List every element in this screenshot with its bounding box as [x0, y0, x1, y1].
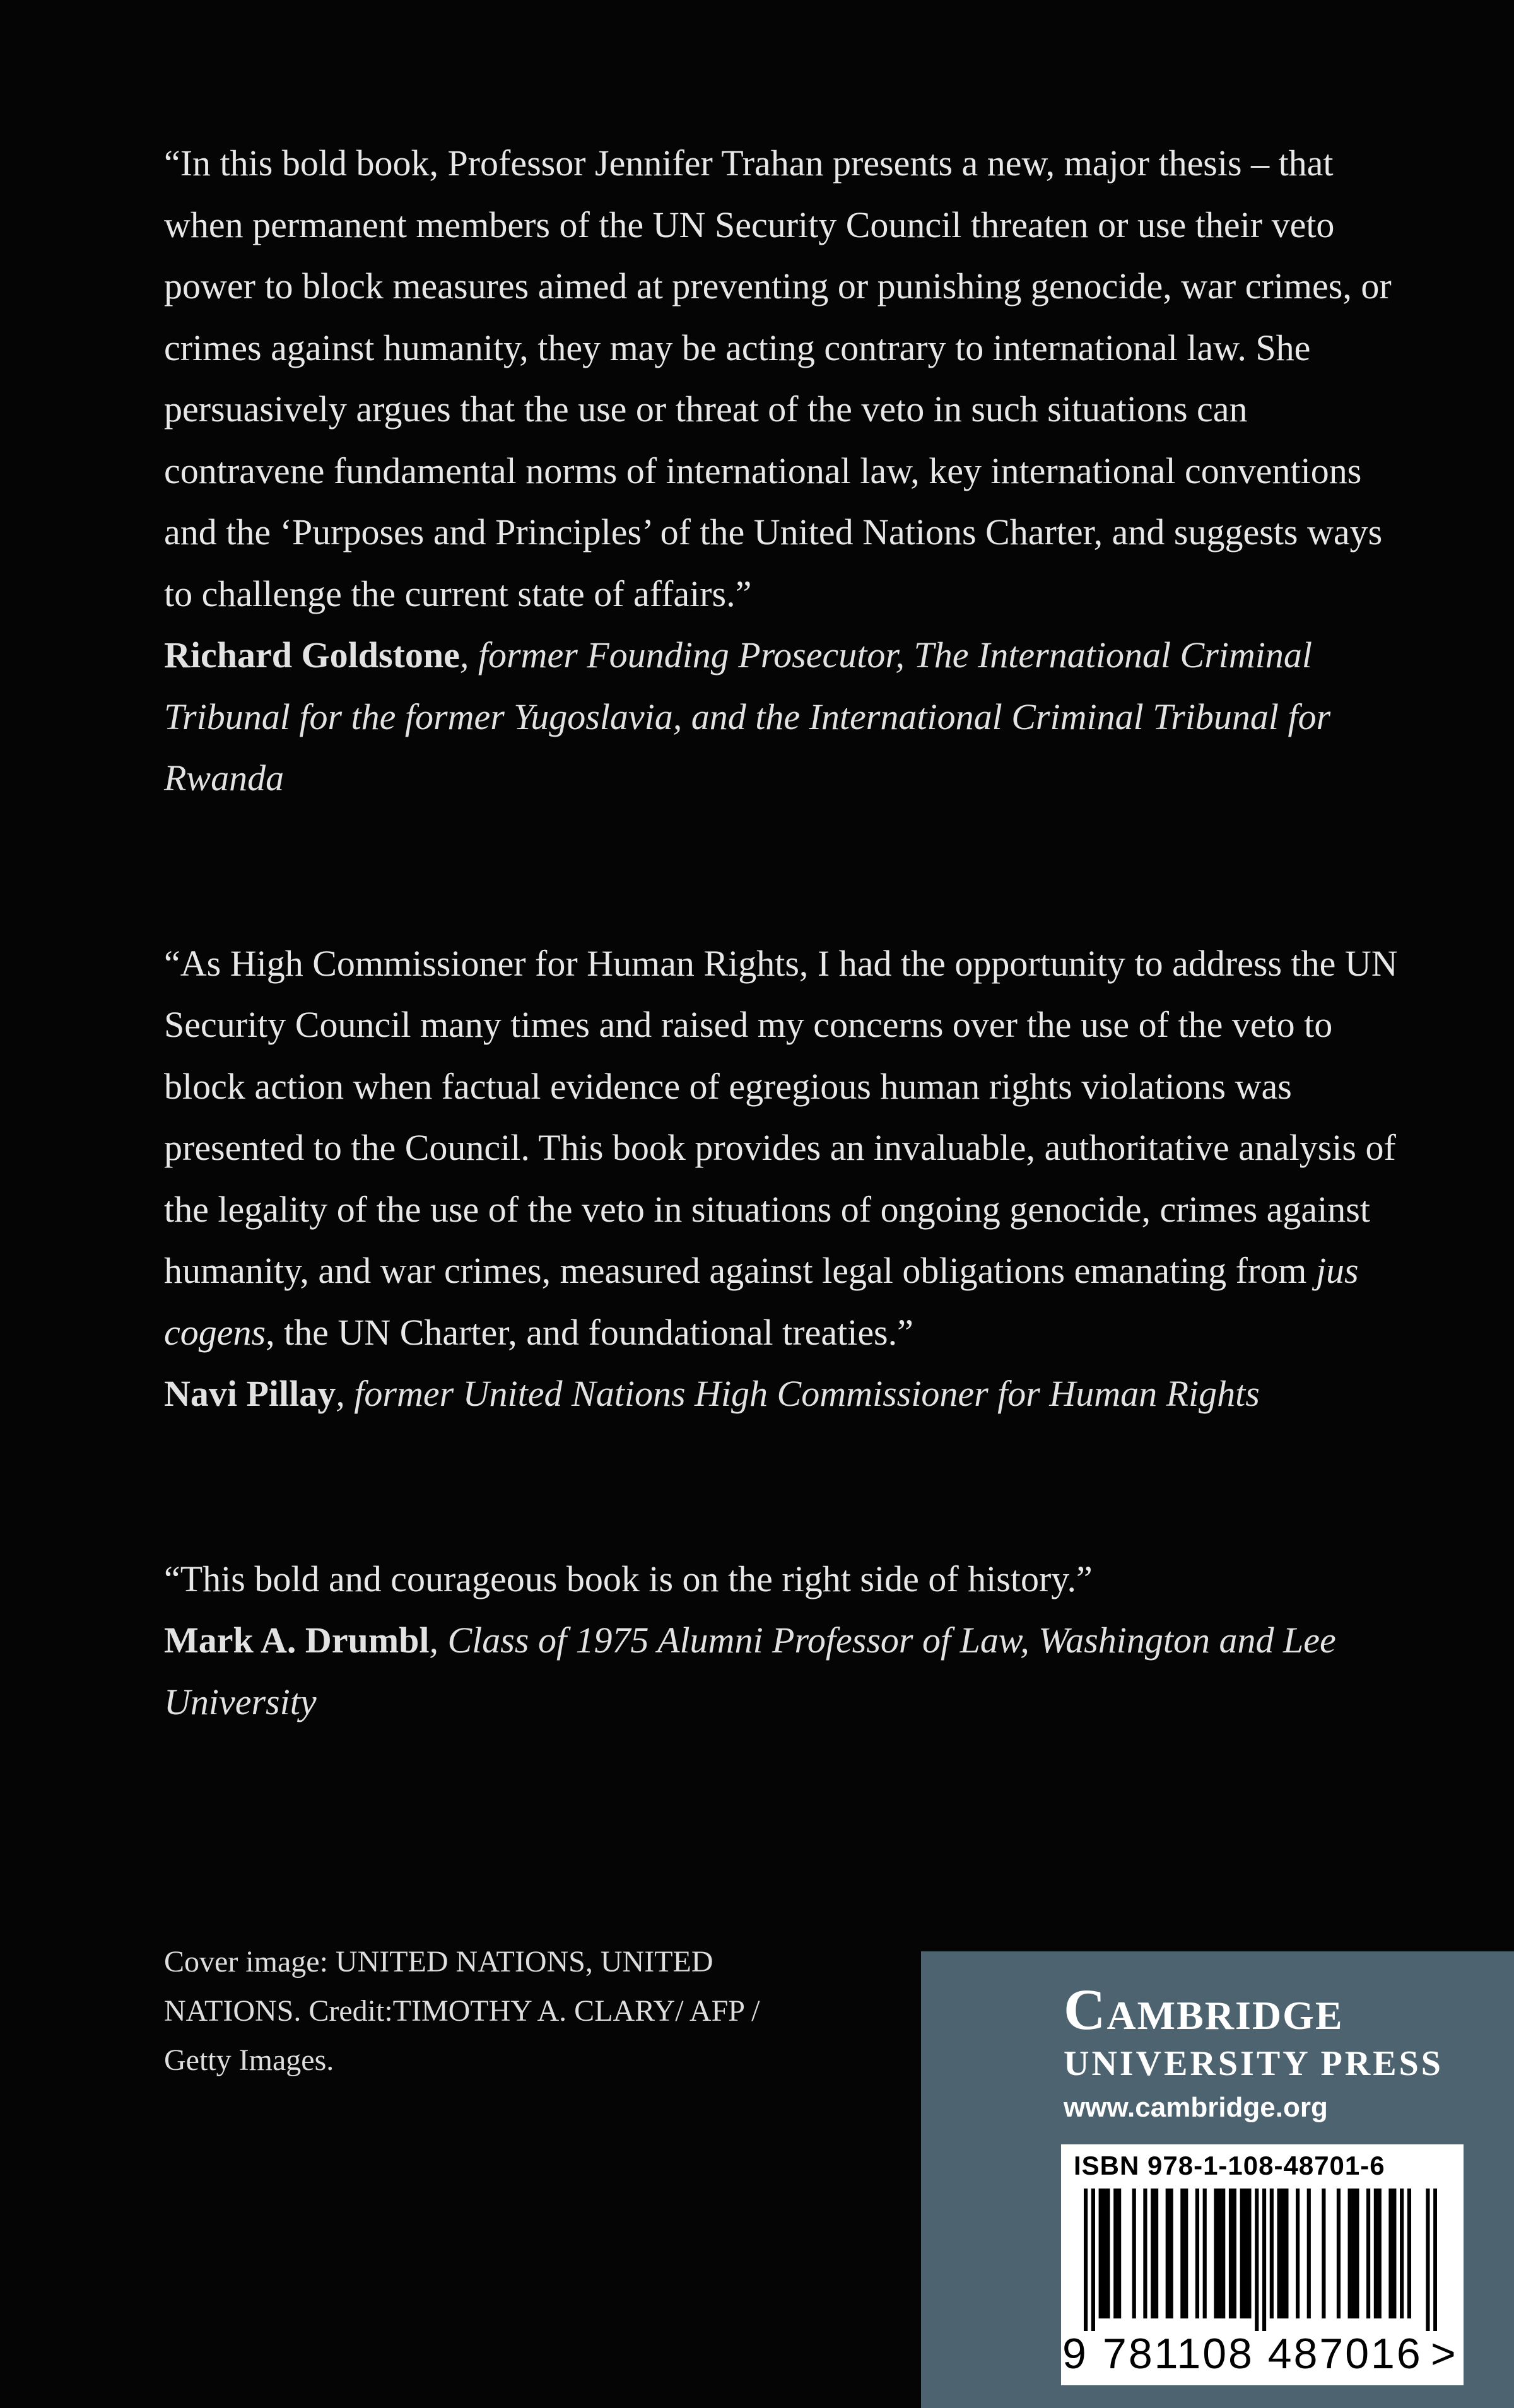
barcode-bar — [1426, 2189, 1429, 2331]
barcode-bar — [1240, 2189, 1244, 2318]
barcode-bar — [1307, 2189, 1311, 2318]
barcode-bar — [1392, 2189, 1396, 2318]
barcode-bar — [1277, 2189, 1281, 2318]
barcode-bar — [1355, 2189, 1359, 2318]
barcode-icon — [1084, 2189, 1437, 2331]
isbn-digit-groups: 781108 487016 — [1103, 2330, 1423, 2378]
endorser-name: Navi Pillay — [164, 1373, 336, 1414]
barcode-bar — [1170, 2189, 1173, 2318]
publisher-url: www.cambridge.org — [1064, 2092, 1328, 2123]
barcode-bar — [1284, 2189, 1288, 2318]
barcode-bar — [1214, 2189, 1218, 2318]
publisher-subtitle: UNIVERSITY PRESS — [1064, 2044, 1443, 2083]
barcode-bar — [1132, 2189, 1136, 2318]
barcode-bar — [1099, 2189, 1103, 2318]
barcode-bar — [1337, 2189, 1341, 2318]
barcode-bar — [1281, 2189, 1284, 2318]
barcode-bar — [1378, 2189, 1382, 2318]
barcode-bar — [1143, 2189, 1147, 2318]
barcode-bar — [1296, 2189, 1300, 2318]
barcode-bar — [1084, 2189, 1088, 2331]
isbn-arrow: > — [1431, 2330, 1456, 2378]
barcode-bar — [1433, 2189, 1437, 2331]
barcode-bar — [1195, 2189, 1199, 2318]
endorser-role: , former United Nations High Commissioner for Human Rights — [336, 1373, 1260, 1414]
endorser-name: Richard Goldstone — [164, 634, 460, 675]
barcode-bar — [1154, 2189, 1158, 2318]
quote-italic-term: jus cogens — [164, 1250, 1359, 1353]
barcode-bar — [1262, 2189, 1266, 2331]
barcode-bar — [1102, 2189, 1106, 2318]
barcode-bar — [1113, 2189, 1117, 2318]
endorsement-attribution — [164, 624, 1400, 809]
isbn-label: ISBN 978-1-108-48701-6 — [1074, 2151, 1385, 2180]
barcode-bar — [1221, 2189, 1225, 2318]
endorsement-attribution — [164, 1610, 1400, 1733]
quote-text: “As High Commissioner for Human Rights, I had the opportunity to address the UN Security Council many times and raised my concerns over the use of the veto to block action when factual evidence of egregious human rights violations was presented to the Council. This book provides an invaluable, authoritative analysis of the legality of the use of the veto in situations of ongoing genocide, crimes against humanity, and war crimes, measured against legal obligations emanating from — [164, 942, 1398, 1291]
endorsement-quote — [164, 933, 1400, 1364]
barcode-bar — [1348, 2189, 1352, 2318]
endorsement-pillay — [164, 933, 1400, 1425]
cover-image-credit: Cover image: UNITED NATIONS, UNITED NATIONS. Credit:TIMOTHY A. CLARY/ AFP / Getty Images. — [164, 1945, 760, 2077]
barcode-bar — [1218, 2189, 1221, 2318]
publisher-name: Cambridge — [1064, 1977, 1344, 2042]
barcode-bar — [1400, 2189, 1404, 2318]
barcode-bar — [1151, 2189, 1154, 2318]
barcode-bar — [1351, 2189, 1355, 2318]
barcode-bar — [1106, 2189, 1110, 2318]
barcode-bar — [1184, 2189, 1188, 2318]
barcode-bar — [1091, 2189, 1095, 2331]
barcode-bar — [1233, 2189, 1236, 2318]
isbn-barcode-box — [1061, 2144, 1464, 2385]
barcode-bar — [1247, 2189, 1251, 2318]
quote-text: , the UN Charter, and foundational treaties.” — [266, 1311, 913, 1353]
endorser-name: Mark A. Drumbl — [164, 1620, 430, 1661]
endorsement-attribution — [164, 1363, 1400, 1425]
endorsement-drumbl — [164, 1548, 1400, 1733]
barcode-bar — [1322, 2189, 1325, 2318]
barcode-bar — [1117, 2189, 1121, 2318]
barcode-bar — [1180, 2189, 1184, 2318]
publisher-panel — [921, 1951, 1514, 2408]
endorser-role: , former Founding Prosecutor, The International Criminal Tribunal for the former Yugoslavia, and the International Criminal Tribunal for Rwanda — [164, 634, 1331, 798]
barcode-bar — [1243, 2189, 1247, 2318]
endorsement-goldstone — [164, 132, 1400, 809]
barcode-bar — [1374, 2189, 1378, 2318]
barcode-bar — [1166, 2189, 1170, 2318]
barcode-bar — [1366, 2189, 1370, 2318]
barcode-bar — [1203, 2189, 1207, 2318]
barcode-bar — [1388, 2189, 1392, 2318]
endorsement-quote: “This bold and courageous book is on the right side of history.” — [164, 1558, 1093, 1599]
barcode-bar — [1255, 2189, 1259, 2331]
isbn-lead-digit: 9 — [1062, 2330, 1086, 2378]
endorser-role: , Class of 1975 Alumni Professor of Law, Washington and Lee University — [164, 1620, 1336, 1722]
endorsement-quote: “In this bold book, Professor Jennifer Trahan presents a new, major thesis – that when permanent members of the UN Security Council threaten or use their veto power to block measures aimed at preventing or punishing genocide, war crimes, or crimes against humanity, they may be acting contrary to international law. She persuasively argues that the use or threat of the veto in such situations can contravene fundamental norms of international law, key international conventions and the ‘Purposes and Principles’ of the United Nations Charter, and suggests ways to challenge the current state of affairs.” — [164, 143, 1392, 614]
barcode-bar — [1270, 2189, 1274, 2318]
endorsements — [164, 132, 1400, 1856]
barcode-bar — [1229, 2189, 1233, 2318]
barcode-bar — [1407, 2189, 1411, 2318]
